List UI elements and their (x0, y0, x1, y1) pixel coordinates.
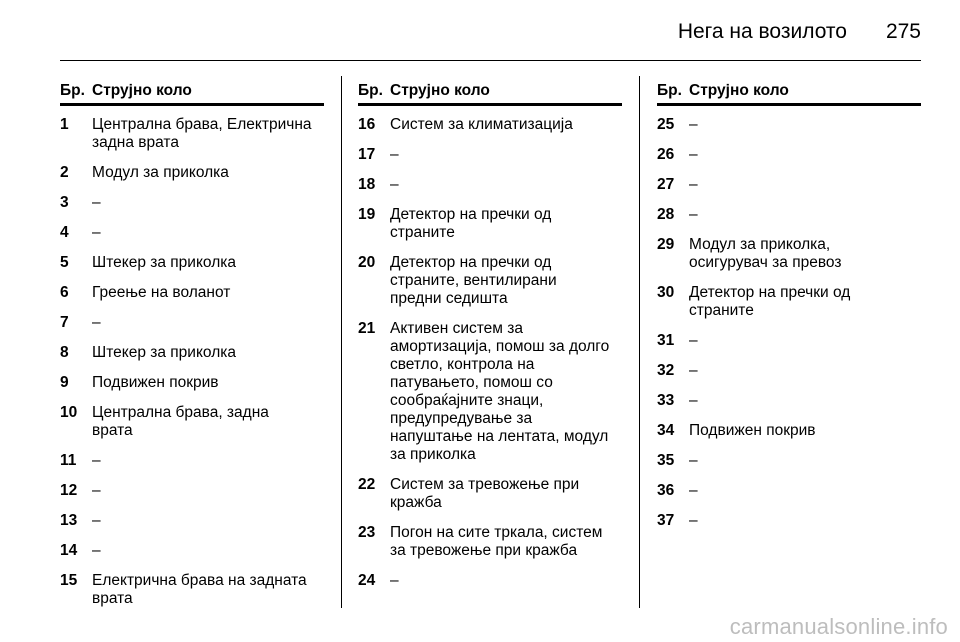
circuit-description: – (689, 146, 698, 163)
circuit-description: Модул за приколка (92, 164, 229, 181)
table-row (60, 116, 324, 152)
circuit-description: – (92, 482, 101, 499)
fuse-number: 13 (60, 512, 78, 529)
circuit-description: Греење на воланот (92, 284, 231, 301)
circuit-description: Детектор на пречки од страните (689, 284, 851, 319)
fuse-number: 28 (657, 206, 675, 223)
fuse-number: 30 (657, 284, 675, 301)
fuse-number: 5 (60, 254, 69, 271)
fuse-number: 35 (657, 452, 675, 469)
column-header (657, 82, 921, 106)
column-header-label: Струјно коло (92, 82, 192, 99)
column-header (358, 82, 622, 106)
fuse-table-column-1 (60, 82, 324, 620)
table-row (60, 572, 324, 608)
column-header-number: Бр. (60, 82, 85, 99)
table-row (60, 512, 324, 530)
table-row (657, 284, 921, 320)
table-row (60, 164, 324, 182)
circuit-description: Детектор на пречки од страните (390, 206, 552, 241)
table-row (657, 422, 921, 440)
table-row (358, 116, 622, 134)
circuit-description: – (390, 146, 399, 163)
page-number: 275 (885, 20, 921, 43)
circuit-description: – (92, 542, 101, 559)
circuit-description: Централна брава, задна врата (92, 404, 269, 439)
circuit-description: Подвижен покрив (92, 374, 219, 391)
fuse-number: 3 (60, 194, 69, 211)
fuse-table-column-3 (657, 82, 921, 542)
fuse-number: 16 (358, 116, 376, 133)
column-divider-1 (341, 76, 342, 608)
circuit-description: Модул за приколка, осигурувач за превоз (689, 236, 842, 271)
circuit-description: Подвижен покрив (689, 422, 816, 439)
table-row (358, 254, 622, 308)
fuse-number: 29 (657, 236, 675, 253)
fuse-number: 34 (657, 422, 675, 439)
fuse-number: 8 (60, 344, 69, 361)
column-header (60, 82, 324, 106)
circuit-description: – (390, 572, 399, 589)
table-row (60, 254, 324, 272)
watermark-text: carmanualsonline.info (729, 614, 948, 639)
table-row (60, 404, 324, 440)
fuse-number: 31 (657, 332, 675, 349)
fuse-number: 24 (358, 572, 376, 589)
circuit-description: – (689, 176, 698, 193)
fuse-number: 32 (657, 362, 675, 379)
column-header-label: Струјно коло (390, 82, 490, 99)
table-row (657, 236, 921, 272)
fuse-number: 7 (60, 314, 69, 331)
fuse-number: 22 (358, 476, 376, 493)
table-row (657, 512, 921, 530)
table-row (657, 206, 921, 224)
table-row (60, 344, 324, 362)
table-row (657, 116, 921, 134)
table-row (60, 284, 324, 302)
table-row (657, 362, 921, 380)
column-divider-2 (639, 76, 640, 608)
fuse-number: 23 (358, 524, 376, 541)
table-row (60, 542, 324, 560)
fuse-number: 27 (657, 176, 675, 193)
circuit-description: Детектор на пречки од страните, вентилирани предни седишта (390, 254, 557, 307)
column-header-label: Струјно коло (689, 82, 789, 99)
fuse-number: 25 (657, 116, 675, 133)
circuit-description: – (92, 224, 101, 241)
circuit-description: Централна брава, Електрична задна врата (92, 116, 312, 151)
fuse-number: 6 (60, 284, 69, 301)
table-row (358, 572, 622, 590)
table-row (657, 332, 921, 350)
fuse-number: 20 (358, 254, 376, 271)
circuit-description: – (689, 392, 698, 409)
circuit-description: – (689, 482, 698, 499)
circuit-description: – (689, 116, 698, 133)
fuse-number: 15 (60, 572, 78, 589)
circuit-description: Погон на сите тркала, систем за тревожење при кражба (390, 524, 603, 559)
circuit-description: – (390, 176, 399, 193)
fuse-number: 17 (358, 146, 376, 163)
fuse-number: 11 (60, 452, 77, 469)
circuit-description: Систем за тревожење при кражба (390, 476, 580, 511)
fuse-number: 21 (358, 320, 376, 337)
fuse-number: 18 (358, 176, 376, 193)
table-row (358, 176, 622, 194)
circuit-description: – (92, 512, 101, 529)
header-divider (60, 60, 921, 61)
fuse-number: 1 (60, 116, 69, 133)
circuit-description: – (689, 206, 698, 223)
circuit-description: – (92, 194, 101, 211)
table-row (358, 206, 622, 242)
circuit-description: – (92, 314, 101, 331)
table-row (60, 482, 324, 500)
table-row (657, 482, 921, 500)
circuit-description: Активен систем за амортизација, помош за долго светло, контрола на патувањето, помош со сообраќајните знаци, предупредување за напуштање на лентата, модул за приколка (390, 320, 610, 463)
fuse-number: 12 (60, 482, 78, 499)
table-row (358, 320, 622, 464)
fuse-number: 19 (358, 206, 376, 223)
fuse-number: 10 (60, 404, 78, 421)
circuit-description: – (689, 452, 698, 469)
circuit-description: – (92, 452, 101, 469)
fuse-number: 37 (657, 512, 675, 529)
fuse-table-column-2 (358, 82, 622, 602)
page-title: Нега на возилото (677, 20, 847, 43)
circuit-description: – (689, 512, 698, 529)
circuit-description: Штекер за приколка (92, 254, 236, 271)
table-row (358, 524, 622, 560)
circuit-description: Систем за климатизација (390, 116, 573, 133)
table-row (60, 224, 324, 242)
table-row (358, 476, 622, 512)
table-row (657, 146, 921, 164)
circuit-description: – (689, 362, 698, 379)
circuit-description: Штекер за приколка (92, 344, 236, 361)
table-row (657, 176, 921, 194)
table-row (657, 392, 921, 410)
table-row (657, 452, 921, 470)
fuse-number: 26 (657, 146, 675, 163)
table-row (60, 314, 324, 332)
column-header-number: Бр. (657, 82, 682, 99)
table-row (60, 194, 324, 212)
table-row (60, 374, 324, 392)
circuit-description: – (689, 332, 698, 349)
column-header-number: Бр. (358, 82, 383, 99)
circuit-description: Електрична брава на задната врата (92, 572, 307, 607)
fuse-number: 33 (657, 392, 675, 409)
fuse-number: 2 (60, 164, 69, 181)
fuse-number: 9 (60, 374, 69, 391)
fuse-number: 4 (60, 224, 69, 241)
page-header (60, 18, 921, 58)
fuse-number: 36 (657, 482, 675, 499)
fuse-number: 14 (60, 542, 78, 559)
table-row (358, 146, 622, 164)
table-row (60, 452, 324, 470)
